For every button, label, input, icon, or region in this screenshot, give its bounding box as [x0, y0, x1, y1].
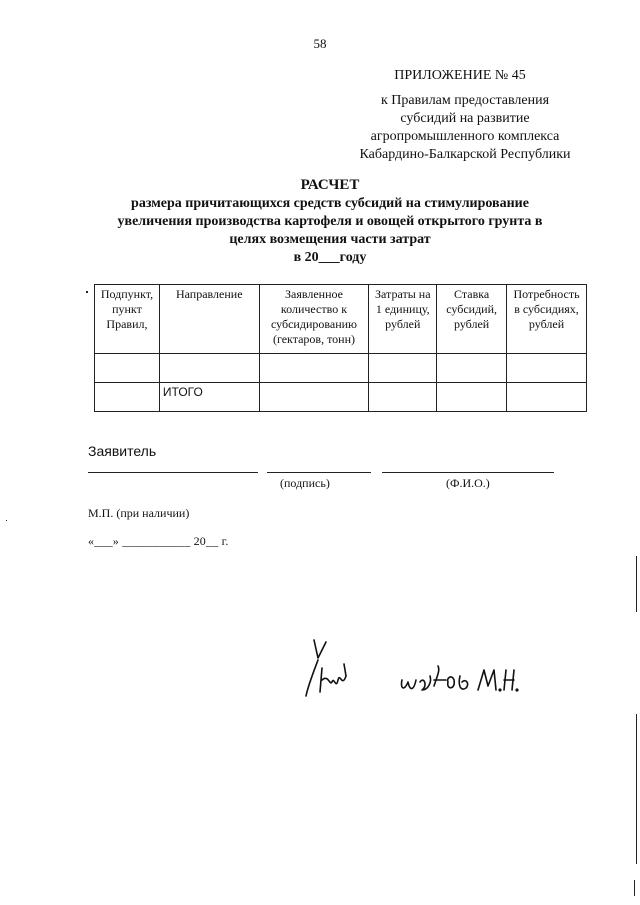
table-cell[interactable] — [259, 354, 369, 383]
col-header-subclause: Подпункт, пункт Правил, — [95, 285, 160, 354]
col-header-rate: Ставка субсидий, рублей — [437, 285, 507, 354]
col-header-direction: Направление — [159, 285, 259, 354]
table-cell[interactable] — [507, 383, 587, 412]
col-header-quantity: Заявленное количество к субсидированию (гектаров, тонн) — [259, 285, 369, 354]
rules-line: Кабардино-Балкарской Республики — [359, 147, 571, 162]
table-cell[interactable] — [95, 383, 160, 412]
table-row — [95, 354, 587, 383]
title-line: увеличения производства картофеля и овощей открытого грунта в — [117, 214, 543, 229]
table-total-row — [95, 383, 587, 412]
handwritten-signature — [300, 636, 520, 706]
title-line: размера причитающихся средств субсидий на стимулирование — [131, 196, 529, 211]
stamp-label: М.П. (при наличии) — [88, 506, 190, 520]
page-number: 58 — [313, 36, 327, 51]
rules-line: к Правилам предоставления — [380, 93, 550, 108]
appendix-heading: ПРИЛОЖЕНИЕ № 45 — [394, 68, 526, 83]
col-header-need: Потребность в субсидиях, рублей — [507, 285, 587, 354]
full-name-line[interactable] — [382, 472, 554, 473]
rules-line: субсидий на развитие — [400, 111, 530, 126]
total-label: ИТОГО — [159, 383, 259, 412]
table-cell[interactable] — [437, 383, 507, 412]
date-field[interactable]: «___» ___________ 20__ г. — [88, 534, 229, 548]
table-header-row — [95, 285, 587, 354]
applicant-line[interactable] — [88, 472, 258, 473]
table-cell[interactable] — [369, 383, 437, 412]
rules-line: агропромышленного комплекса — [370, 129, 560, 144]
table-cell[interactable] — [259, 383, 369, 412]
table-cell[interactable] — [437, 354, 507, 383]
table-cell[interactable] — [507, 354, 587, 383]
table-cell[interactable] — [95, 354, 160, 383]
title-main: РАСЧЕТ — [300, 177, 360, 193]
full-name-caption: (Ф.И.О.) — [446, 476, 490, 490]
table-cell[interactable] — [369, 354, 437, 383]
table-cell[interactable] — [159, 354, 259, 383]
calculation-table — [94, 284, 587, 412]
applicant-label: Заявитель — [88, 443, 157, 459]
signature-line[interactable] — [267, 472, 371, 473]
signature-caption: (подпись) — [280, 476, 330, 490]
appendix-reference — [340, 92, 590, 164]
title-line: целях возмещения части затрат — [229, 232, 431, 247]
title-line: в 20___году — [293, 250, 367, 265]
document-title — [80, 176, 580, 267]
col-header-cost: Затраты на 1 единицу, рублей — [369, 285, 437, 354]
